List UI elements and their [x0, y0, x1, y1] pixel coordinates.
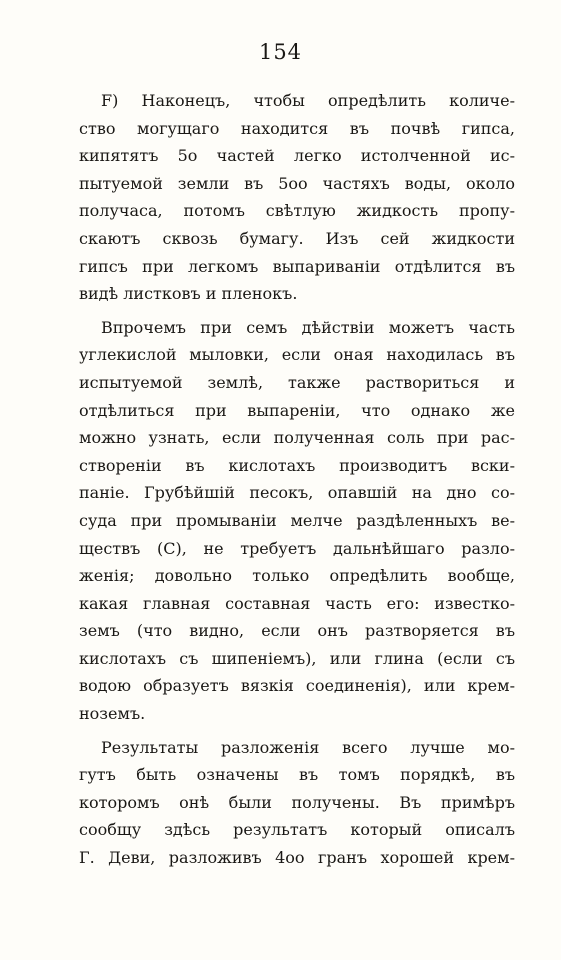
text-line: гутъ быть означены въ томъ порядкѣ, въ	[79, 765, 515, 785]
text-line: Г. Деви, разложивъ 4оо гранъ хорошей крем-	[79, 848, 515, 868]
text-line: Впрочемъ при семъ дѣйствіи можетъ часть	[101, 317, 515, 337]
text-line: отдѣлиться при выпареніи, что однако же	[79, 400, 515, 420]
text-line: суда при промываніи мелче раздѣленныхъ ве-	[79, 510, 515, 530]
text-line: створеніи въ кислотахъ производитъ вски-	[79, 455, 515, 475]
paragraph-magnesia	[79, 314, 515, 728]
body-text	[79, 87, 515, 872]
text-line: ство могущаго находится въ почвѣ гипса,	[79, 118, 515, 138]
text-line: сообщу здѣсь результатъ который описалъ	[79, 820, 515, 840]
paragraph-results	[79, 734, 515, 872]
text-line: водою образуетъ вязкія соединенія), или крем-	[79, 676, 515, 696]
text-line: какая главная составная часть его: известко-	[79, 593, 515, 613]
text-line: получаса, потомъ свѣтлую жидкость пропу-	[79, 201, 515, 221]
text-line: ноземъ.	[79, 704, 146, 724]
paragraph-gypsum	[79, 87, 515, 308]
text-line: можно узнать, если полученная соль при рас-	[79, 428, 515, 448]
text-line: углекислой мыловки, если оная находилась въ	[79, 345, 515, 365]
text-line: F) Наконецъ, чтобы опредѣлить количе-	[101, 91, 515, 110]
text-line: Результаты разложенія всего лучше мо-	[101, 737, 515, 757]
text-line: испытуемой землѣ, также раствориться и	[79, 372, 515, 392]
text-line: женія; довольно только опредѣлить вообще,	[79, 566, 515, 586]
text-line: которомъ онѣ были получены. Въ примѣръ	[79, 792, 515, 812]
text-line: кипятятъ 5о частей легко истолченной ис-	[79, 146, 515, 166]
text-line: пытуемой земли въ 5оо частяхъ воды, около	[79, 173, 515, 193]
text-line: гипсъ при легкомъ выпариваніи отдѣлится въ	[79, 256, 515, 276]
text-line: видѣ листковъ и пленокъ.	[79, 284, 298, 304]
text-line: ществъ (C), не требуетъ дальнѣйшаго разло-	[79, 538, 515, 558]
text-line: скаютъ сквозь бумагу. Изъ сей жидкости	[79, 228, 515, 248]
page-number: 154	[258, 40, 303, 64]
text-line: паніе. Грубѣйшій песокъ, опавшій на дно со-	[79, 483, 515, 503]
text-line: земъ (что видно, если онъ разтворяется въ	[79, 621, 515, 641]
text-line: кислотахъ съ шипеніемъ), или глина (если съ	[79, 648, 515, 668]
